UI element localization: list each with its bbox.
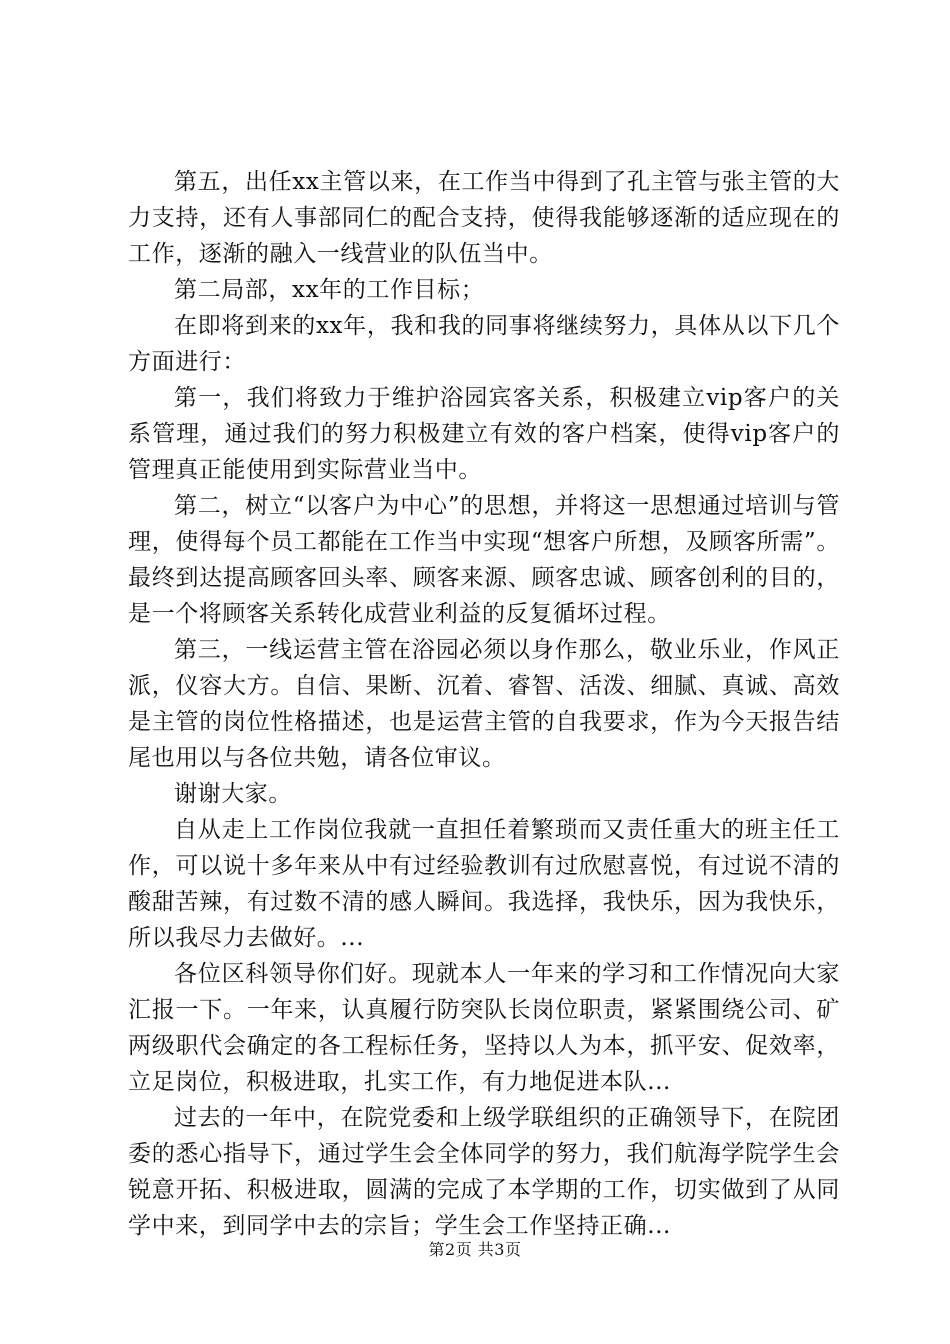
paragraph-2: 第二局部，xx年的工作目标； [174, 277, 485, 303]
paragraph-10: 过去的一年中，在院党委和上级学联组织的正确领导下，在院团委的悉心指导下，通过学生会全体同学的努力，我们航海学院学生会锐意开拓、积极进取，圆满的完成了本学期的工作，切实做到了从同学中来，到同学中去的宗旨；学生会工作坚持正确... [128, 1105, 840, 1239]
paragraph-4: 第一，我们将致力于维护浴园宾客关系，积极建立vip客户的关系管理，通过我们的努力积极建立有效的客户档案，使得vip客户的管理真正能使用到实际营业当中。 [128, 385, 840, 483]
paragraph-8: 自从走上工作岗位我就一直担任着繁琐而又责任重大的班主任工作，可以说十多年来从中有过经验教训有过欣慰喜悦，有过说不清的酸甜苦辣，有过数不清的感人瞬间。我选择，我快乐，因为我快乐，所以我尽力去做好。... [128, 817, 840, 951]
paragraph-3: 在即将到来的xx年，我和我的同事将继续努力，具体从以下几个方面进行： [128, 313, 840, 375]
document-body [128, 164, 840, 1244]
paragraph-1: 第五，出任xx主管以来，在工作当中得到了孔主管与张主管的大力支持，还有人事部同仁的配合支持，使得我能够逐渐的适应现在的工作，逐渐的融入一线营业的队伍当中。 [128, 169, 840, 267]
paragraph-9: 各位区科领导你们好。现就本人一年来的学习和工作情况向大家汇报一下。一年来，认真履行防突队长岗位职责，紧紧围绕公司、矿两级职代会确定的各工程标任务，坚持以人为本，抓平安、促效率，立足岗位，积极进取，扎实工作，有力地促进本队... [128, 961, 840, 1095]
page-footer: 第2页 共3页 [428, 1240, 522, 1259]
paragraph-5: 第二，树立“以客户为中心”的思想，并将这一思想通过培训与管理，使得每个员工都能在工作当中实现“想客户所想，及顾客所需”。最终到达提高顾客回头率、顾客来源、顾客忠诚、顾客创利的目的，是一个将顾客关系转化成营业利益的反复循坏过程。 [128, 493, 840, 627]
paragraph-6: 第三，一线运营主管在浴园必须以身作那么，敬业乐业，作风正派，仪容大方。自信、果断、沉着、睿智、活泼、细腻、真诚、高效是主管的岗位性格描述，也是运营主管的自我要求，作为今天报告结尾也用以与各位共勉，请各位审议。 [128, 637, 840, 771]
paragraph-7: 谢谢大家。 [174, 781, 292, 807]
